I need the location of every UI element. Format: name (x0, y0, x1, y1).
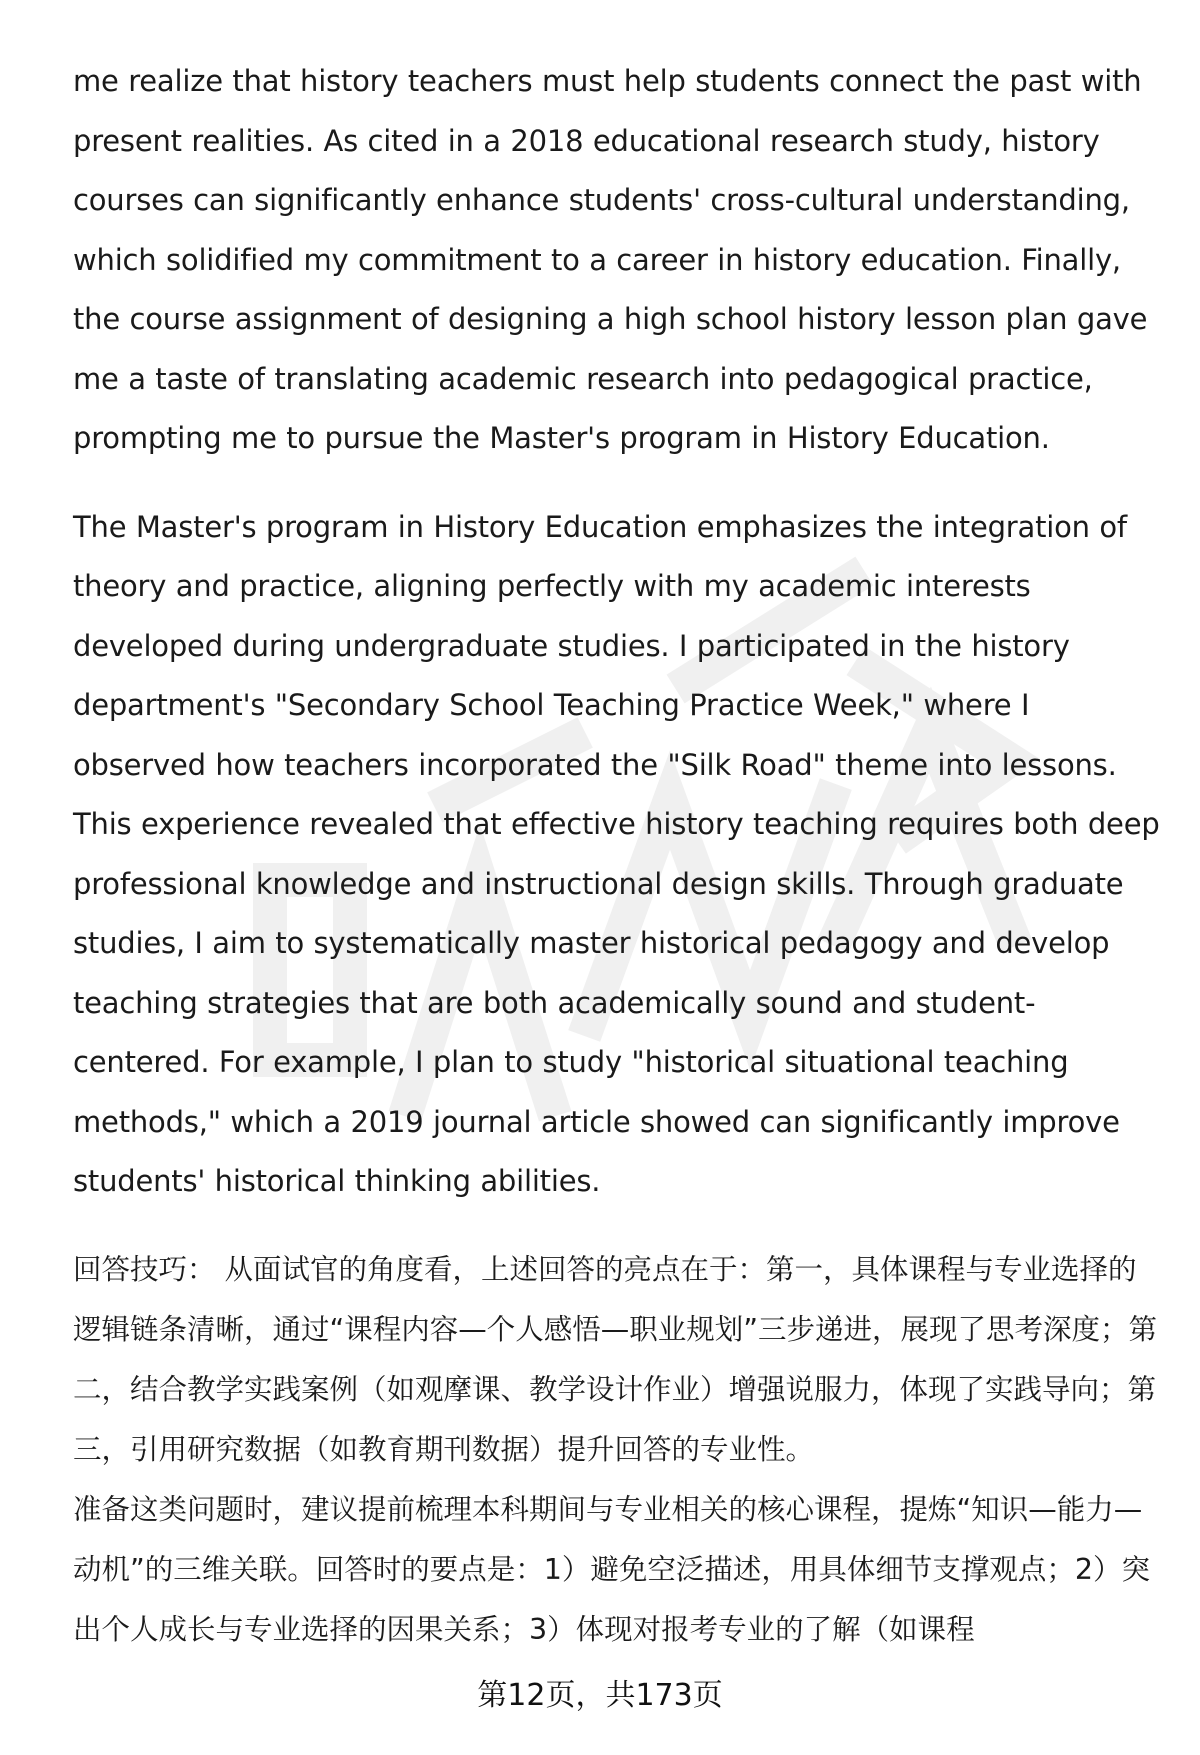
tips-paragraph: 准备这类问题时，建议提前梳理本科期间与专业相关的核心课程，提炼“知识—能力—动机”的三维关联。回答时的要点是：1）避免空泛描述，用具体细节支撑观点；2）突出个人成长与专业选择的因果关系；3）体现对报考专业的了解（如课程 (73, 1492, 1151, 1646)
page-number: 第12页，共173页 (477, 1678, 723, 1713)
tips-paragraph: 回答技巧： 从面试官的角度看，上述回答的亮点在于：第一，具体课程与专业选择的逻辑链条清晰，通过“课程内容—个人感悟—职业规划”三步递进，展现了思考深度；第二，结合教学实践案例（如观摩课、教学设计作业）增强说服力，体现了实践导向；第三，引用研究数据（如教育期刊数据）提升回答的专业性。 (73, 1252, 1158, 1466)
body-paragraph: me realize that history teachers must help students connect the past with present realities. As cited in a 2018 educational research study, history courses can significantly enhance students' cross-cultural understanding, which solidified my commitment to a career in history education. Finally, the course assignment of designing a high school history lesson plan gave me a taste of translating academic research into pedagogical practice, prompting me to pursue the Master's program in History Education. (73, 64, 1148, 455)
body-paragraph: The Master's program in History Education emphasizes the integration of theory and practice, aligning perfectly with my academic interests developed during undergraduate studies. I participated in the history department's "Secondary School Teaching Practice Week," where I observed how teachers incorporated the "Silk Road" theme into lessons. This experience revealed that effective history teaching requires both deep professional knowledge and instructional design skills. Through graduate studies, I aim to systematically master historical pedagogy and develop teaching strategies that are both academically sound and student-centered. For example, I plan to study "historical situational teaching methods," which a 2019 journal article showed can significantly improve students' historical thinking abilities. (73, 509, 1160, 1198)
main-content (73, 52, 1163, 1660)
answer-tips-section (73, 1240, 1163, 1660)
